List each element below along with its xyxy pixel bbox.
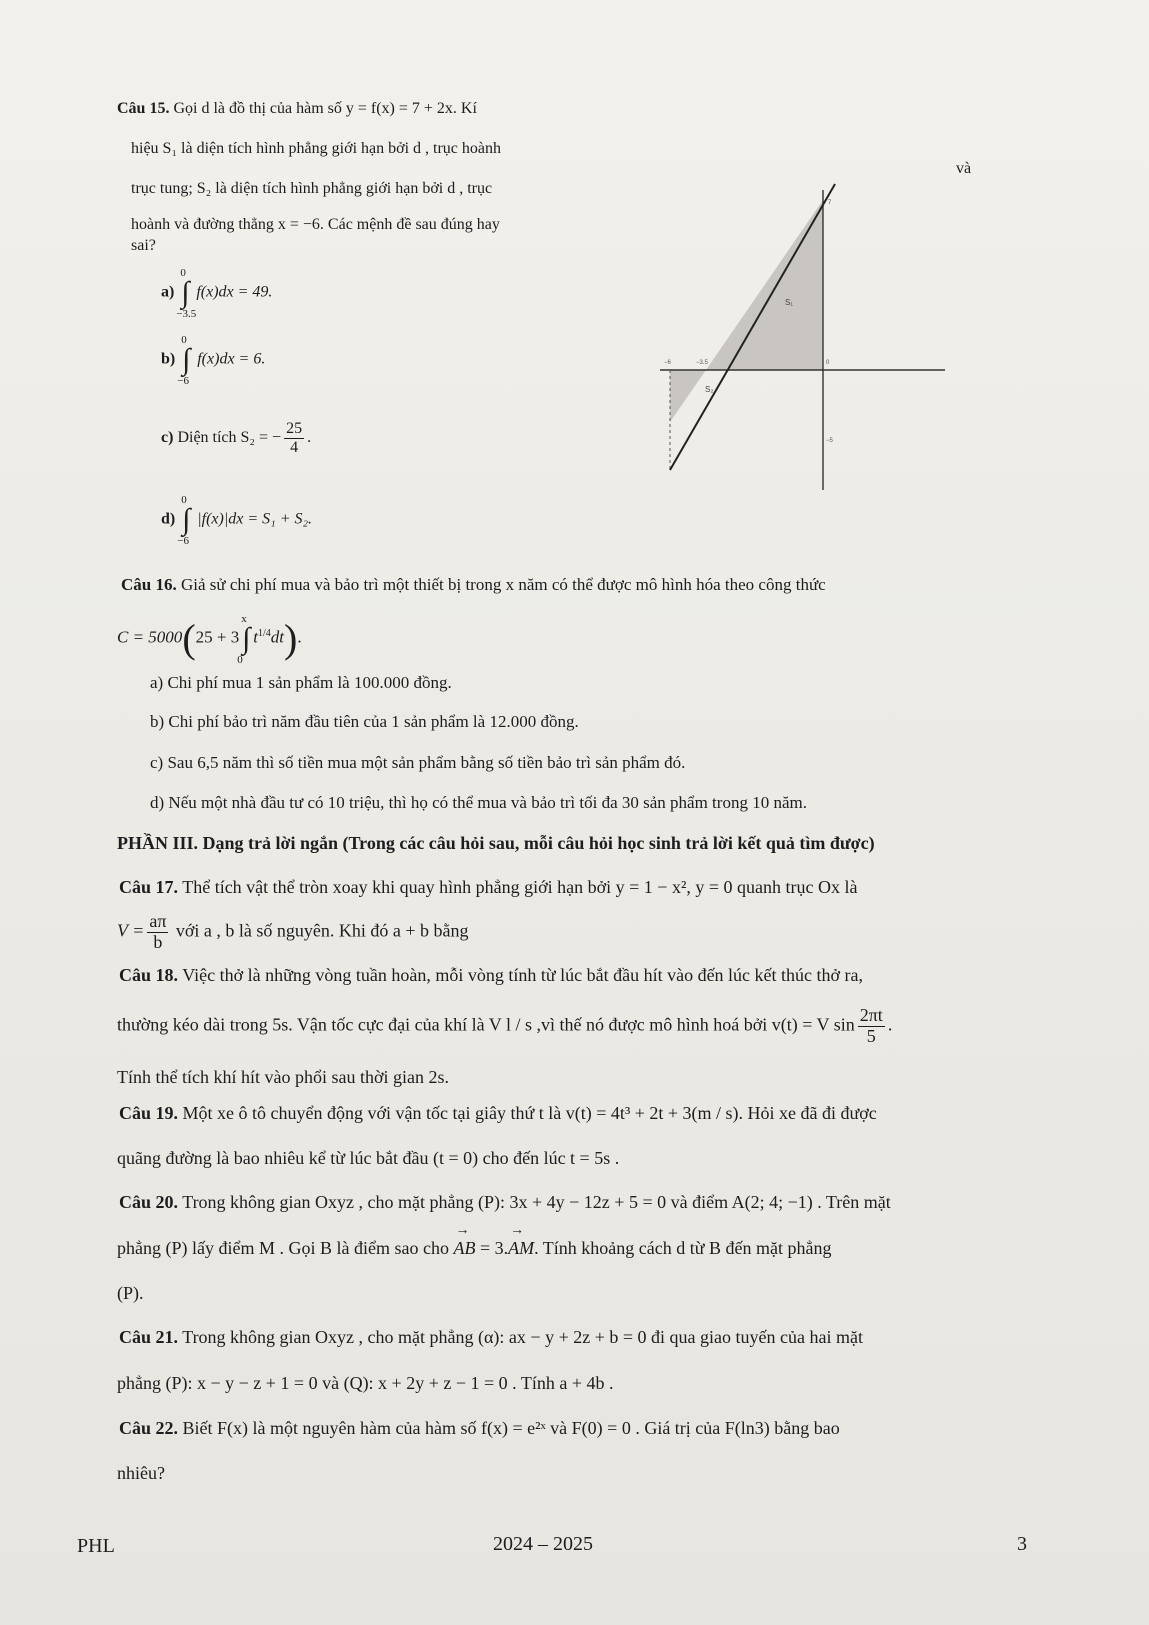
q15-c-num: 25 — [286, 420, 303, 437]
q15-d-upper: 0 — [181, 494, 187, 506]
q15-line4: hoành và đường thẳng x = −6. Các mệnh đề sau đúng hay — [131, 216, 500, 233]
q17-line1 — [119, 877, 857, 898]
label-s1: S₁ — [785, 298, 794, 307]
q15-c-den: 4 — [290, 438, 299, 456]
q19-text-1: Một xe ô tô chuyển động với vận tốc tại giây thứ t là v(t) = 4t³ + 2t + 3(m / s). Hỏi xe đã đi được — [182, 1103, 877, 1123]
q16-c: c) Sau 6,5 năm thì số tiền mua một sản phẩm bằng số tiền bảo trì sản phẩm đó. — [150, 753, 686, 772]
q15-c-text: Diện tích S₂ = − — [177, 428, 282, 446]
integral-sign: ∫ x 0 — [237, 612, 251, 666]
q15-text-1: Gọi d là đồ thị của hàm số y = f(x) = 7 + 2x. Kí — [173, 100, 477, 117]
footer-center: 2024 – 2025 — [493, 1533, 593, 1555]
q16-label: Câu 16. — [121, 575, 177, 594]
q16-formula-b: 25 + 3 — [195, 627, 240, 647]
q18-text-1: Việc thở là những vòng tuần hoàn, mỗi vòng tính từ lúc bắt đầu hít vào đến lúc kết thúc thở ra, — [182, 965, 864, 985]
tick-x-m6: −6 — [664, 360, 671, 366]
q20-text-1: Trong không gian Oxyz , cho mặt phẳng (P): 3x + 4y − 12z + 5 = 0 và điểm A(2; 4; −1) . Trên mặt — [182, 1192, 891, 1212]
integral-sign: ∫ 0 −3.5 — [176, 267, 197, 320]
q18-text-2: thường kéo dài trong 5s. Vận tốc cực đại của khí là V l / s ,vì thế nó được mô hình hoá bởi v(t) = V sin — [117, 1014, 855, 1035]
function-graph — [660, 180, 950, 500]
q20-label: Câu 20. — [119, 1192, 179, 1212]
q22-line1 — [119, 1418, 840, 1439]
q21-line2: phẳng (P): x − y − z + 1 = 0 và (Q): x + 2y + z − 1 = 0 . Tính a + 4b . — [117, 1373, 614, 1393]
q20-eq: = 3. — [475, 1238, 509, 1258]
part3-heading: PHẦN III. Dạng trả lời ngắn (Trong các câu hỏi sau, mỗi câu hỏi học sinh trả lời kết quả tìm được) — [117, 833, 875, 853]
q21-line1 — [119, 1327, 863, 1348]
q17-v: V = — [117, 920, 145, 941]
q15-b-lower: −6 — [177, 375, 189, 387]
q16-b: b) Chi phí bảo trì năm đầu tiên của 1 sản phẩm là 12.000 đồng. — [150, 712, 579, 731]
footer-page-number: 3 — [1017, 1533, 1027, 1555]
q18-line1 — [119, 965, 863, 986]
q15-c-label: c) — [161, 428, 174, 446]
q15-d-lower: −6 — [177, 535, 189, 547]
q17-label: Câu 17. — [119, 877, 179, 897]
q16-d: d) Nếu một nhà đầu tư có 10 triệu, thì họ có thể mua và bảo trì tối đa 30 sản phẩm trong 10 năm. — [150, 793, 807, 812]
q21-label: Câu 21. — [119, 1327, 179, 1347]
q17-den: b — [153, 931, 163, 952]
integral-sign: ∫ 0 −6 — [177, 494, 191, 547]
q17-num: aπ — [149, 911, 167, 931]
q16-int-upper: x — [241, 612, 247, 625]
tick-y-m5: −5 — [826, 438, 833, 444]
q16-line1 — [121, 575, 826, 595]
q20-line1 — [119, 1192, 891, 1213]
q15-a-lower: −3.5 — [176, 308, 197, 320]
q15-a — [161, 267, 273, 320]
q15-line2-tail: và — [956, 160, 972, 177]
q17-text-1: Thể tích vật thể tròn xoay khi quay hình phẳng giới hạn bởi y = 1 − x², y = 0 quanh trục Ox là — [182, 877, 858, 897]
q15-a-expr: f(x)dx = 49. — [196, 283, 273, 301]
tick-y-7: 7 — [828, 200, 832, 206]
q15-a-upper: 0 — [180, 267, 186, 279]
vector-am: → AM — [508, 1238, 534, 1259]
q16-exp: 1/4 — [257, 627, 271, 639]
q20-text-2a: phẳng (P) lấy điểm M . Gọi B là điểm sao cho — [117, 1238, 449, 1258]
fraction — [147, 912, 168, 953]
footer-left: PHL — [77, 1535, 115, 1557]
q22-text-1: Biết F(x) là một nguyên hàm của hàm số f(x) = e²ˣ và F(0) = 0 . Giá trị của F(ln3) bằng bao — [182, 1418, 840, 1438]
q19-line2: quãng đường là bao nhiêu kể từ lúc bắt đầu (t = 0) cho đến lúc t = 5s . — [117, 1148, 620, 1168]
q15-d — [161, 494, 313, 547]
fraction — [858, 1006, 885, 1047]
q15-c-end: . — [307, 428, 312, 446]
tick-x-m35: −3.5 — [696, 360, 708, 366]
q15-d-label: d) — [161, 510, 176, 528]
q15-line2: hiệu S₁ là diện tích hình phẳng giới hạn bởi d , trục hoành — [131, 140, 501, 157]
q18-label: Câu 18. — [119, 965, 179, 985]
q17-line2 — [117, 912, 469, 953]
paren-left: ( — [182, 616, 196, 661]
q15-b — [161, 334, 266, 387]
q16-text: Giả sử chi phí mua và bảo trì một thiết bị trong x năm có thể được mô hình hóa theo công thức — [180, 575, 826, 594]
q16-formula: C = 5000(25 + 3∫ x 0 $t^{1/4}dt$). — [117, 612, 302, 666]
q20-text-2b: . Tính khoảng cách d từ B đến mặt phẳng — [534, 1238, 832, 1258]
q20-line2 — [117, 1238, 831, 1259]
q16-formula-a: C = 5000 — [117, 627, 183, 647]
q22-line2: nhiêu? — [117, 1463, 165, 1483]
q17-text-2: với a , b là số nguyên. Khi đó a + b bằng — [175, 920, 469, 941]
q18-line2 — [117, 1006, 892, 1047]
q21-text-1: Trong không gian Oxyz , cho mặt phẳng (α): ax − y + 2z + b = 0 đi qua giao tuyến của hai mặt — [182, 1327, 863, 1347]
q16-int-lower: 0 — [237, 653, 243, 666]
q15-line3: trục tung; S₂ là diện tích hình phẳng giới hạn bởi d , trục — [131, 180, 493, 197]
q16-a: a) Chi phí mua 1 sản phẩm là 100.000 đồng. — [150, 673, 452, 692]
q15-b-expr: f(x)dx = 6. — [197, 350, 266, 368]
q19-line1 — [119, 1103, 877, 1124]
area-s1 — [706, 200, 823, 370]
q22-label: Câu 22. — [119, 1418, 179, 1438]
q15-c — [161, 420, 311, 456]
q18-num: 2πt — [859, 1005, 883, 1025]
label-s2: S₂ — [705, 385, 714, 394]
q15-a-label: a) — [161, 283, 175, 301]
q15-b-label: b) — [161, 350, 176, 368]
vector-ab: → AB — [453, 1238, 475, 1259]
q15-label: Câu 15. — [117, 100, 170, 117]
q18-end: . — [887, 1014, 893, 1035]
paren-right: ) — [283, 616, 298, 661]
q15-line5: sai? — [131, 237, 156, 254]
q15-d-expr: |f(x)|dx = S₁ + S₂. — [197, 510, 313, 528]
q15-line1 — [117, 100, 477, 118]
q18-line3: Tính thể tích khí hít vào phổi sau thời gian 2s. — [117, 1067, 449, 1087]
q18-den: 5 — [866, 1025, 876, 1046]
integral-sign: ∫ 0 −6 — [177, 334, 191, 387]
q20-line3: (P). — [117, 1283, 144, 1303]
q16-formula-c: dt — [270, 627, 284, 647]
tick-x-0: 0 — [826, 360, 830, 366]
q19-label: Câu 19. — [119, 1103, 179, 1123]
fraction — [284, 420, 304, 456]
q15-b-upper: 0 — [181, 334, 187, 346]
area-s2 — [670, 370, 706, 422]
